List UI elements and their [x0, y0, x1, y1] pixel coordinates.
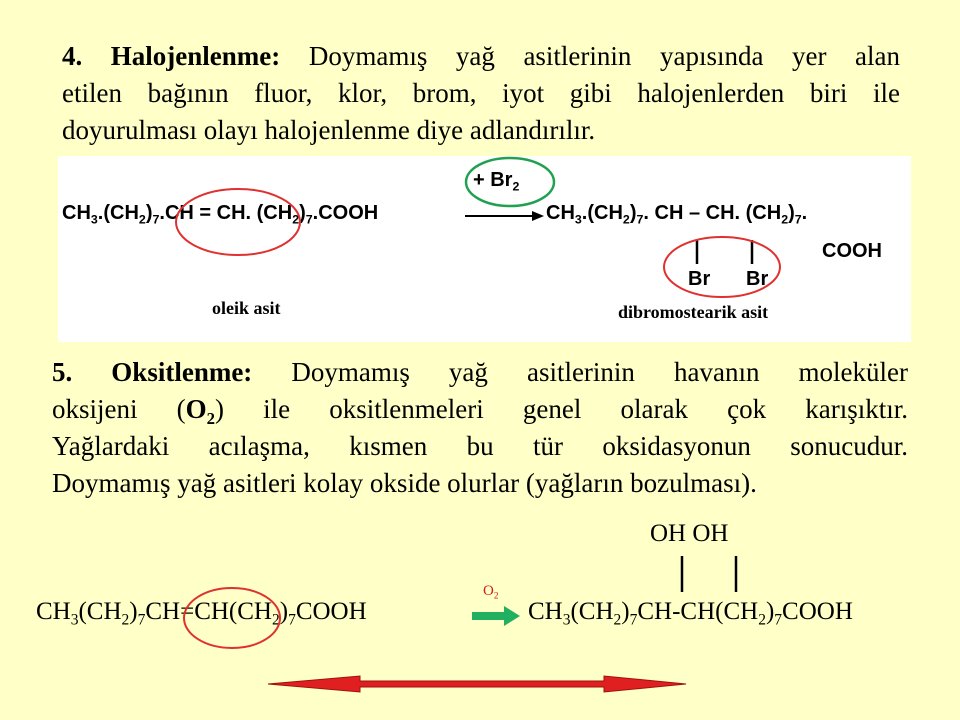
dibromostearic-acid-formula: $CH_3.(CH_2)_7$. CH – CH. $(CH_2)_7$. [546, 202, 808, 227]
hydroxylated-acid-formula: $CH_3(CH_2)_7CH-CH(CH_2)_7COOH$ [528, 598, 853, 629]
dibromostearic-acid-label: dibromostearik asit [618, 302, 769, 322]
bromine-left: Br [688, 268, 711, 290]
bromine-reagent: + $Br_2$ [473, 169, 520, 194]
oxygen-reagent: $O_2$ [483, 583, 499, 602]
product-cooh: COOH [822, 240, 882, 262]
reaction-2-double-bond-circle [184, 588, 280, 648]
bromine-right: Br [746, 268, 769, 290]
oleic-acid-label: oleik asit [212, 298, 281, 318]
double-bond-circle [176, 189, 300, 255]
unsaturated-acid-formula: $CH_3(CH_2)_7CH=CH(CH_2)_7COOH$ [36, 598, 367, 629]
section-5-line-3: Yağlardaki acılaşma, kısmen bu tür oksidasyonun sonucudur. [52, 431, 908, 461]
bromine-reagent-circle [466, 158, 554, 206]
section-5-line-1: Doymamış yağ asitlerinin havanın moleküler [291, 357, 908, 387]
section-5-line-4: Doymamış yağ asitleri kolay okside olurlar (yağların bozulması). [52, 468, 757, 498]
section-5-line-2: oksijeni $(O_2)$ ile oksitlenmeleri genel olarak çok karışıktır. [52, 394, 908, 428]
section-4-line-1: Doymamış yağ asitlerinin yapısında yer alan [308, 41, 901, 71]
section-4-heading: 4. Halojenlenme: [62, 41, 281, 71]
reaction-2-arrow [472, 606, 520, 626]
section-4-line-2: etilen bağının fluor, klor, brom, iyot gibi halojenlerden biri ile [62, 78, 900, 108]
reaction-1-arrow [465, 211, 544, 221]
bromine-atoms-circle [664, 237, 780, 297]
red-double-arrow [268, 676, 686, 692]
section-5-heading: 5. Oksitlenme: [52, 357, 253, 387]
hydroxyl-labels: OH OH [650, 520, 729, 547]
oleic-acid-formula: $CH_3.(CH_2)_7.CH$ = CH. $(CH_2)_7.COOH$ [62, 202, 379, 227]
section-4-line-3: doyurulması olayı halojenlenme diye adlandırılır. [62, 115, 596, 145]
